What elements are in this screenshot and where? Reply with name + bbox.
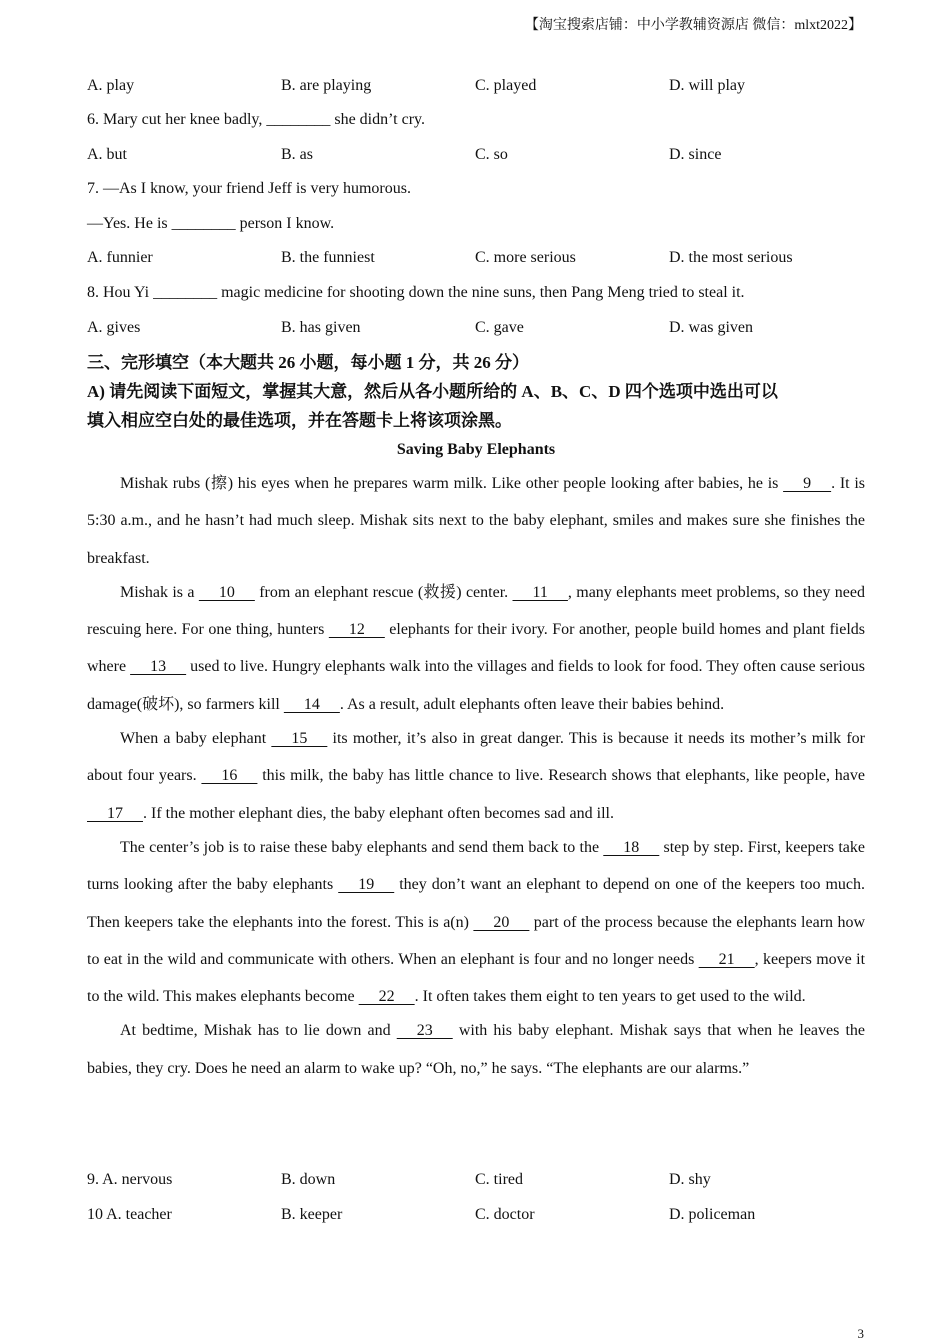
option-b[interactable]: B. down — [281, 1171, 336, 1188]
option-d[interactable]: D. since — [669, 146, 722, 163]
blank-21[interactable]: 21 — [698, 950, 755, 968]
option-d[interactable]: D. policeman — [669, 1206, 756, 1223]
blank-18[interactable]: 18 — [603, 838, 660, 856]
blank-12[interactable]: 12 — [328, 621, 385, 639]
blank-9[interactable]: 9 — [783, 475, 832, 492]
passage-title: Saving Baby Elephants — [396, 441, 556, 458]
option-d[interactable]: D. was given — [669, 319, 753, 336]
option-a[interactable]: A. funnier — [87, 249, 153, 266]
option-c[interactable]: C. tired — [475, 1171, 523, 1188]
q7-stem-2: —Yes. He is ________ person I know. — [87, 215, 335, 232]
option-a[interactable]: A. but — [87, 146, 127, 163]
q9-options — [87, 1168, 865, 1192]
q6-stem: 6. Mary cut her knee badly, ________ she didn’t cry. — [87, 111, 425, 128]
option-c[interactable]: C. so — [475, 146, 508, 163]
blank-11[interactable]: 11 — [512, 583, 568, 601]
q5-options — [87, 74, 865, 98]
blank-16[interactable]: 16 — [201, 767, 258, 785]
page-header: 【淘宝搜索店铺：中小学教辅资源店 微信：mlxt2022】 — [524, 18, 862, 33]
blank-17[interactable]: 17 — [87, 804, 143, 822]
section-instruction-2: 填入相应空白处的最佳选项，并在答题卡上将该项涂黑。 — [87, 411, 512, 430]
option-b[interactable]: B. the funniest — [281, 249, 375, 266]
q8-stem: 8. Hou Yi ________ magic medicine for shooting down the nine suns, then Pang Meng tried to steal it. — [87, 284, 745, 301]
blank-20[interactable]: 20 — [473, 913, 530, 931]
option-b[interactable]: B. has given — [281, 319, 361, 336]
blank-19[interactable]: 19 — [338, 876, 395, 894]
option-a[interactable]: A. gives — [87, 319, 141, 336]
blank-10[interactable]: 10 — [198, 583, 255, 601]
option-c[interactable]: C. played — [475, 77, 537, 94]
paragraph-2: Mishak is a 10 from an elephant rescue (救援) center. 11 , many elephants meet problems, so they need rescuing here. For one thing, hunters 12 elephants for their ivory. For another, people build homes and plant fields where 13 used to live. Hungry elephants walk into the villages and fields to look for food. They often cause serious damage(破坏), so farmers kill 14 . As a result, adult elephants often leave their babies behind. — [87, 574, 865, 723]
option-d[interactable]: D. will play — [669, 77, 745, 94]
blank-22[interactable]: 22 — [358, 988, 415, 1006]
option-c[interactable]: C. doctor — [475, 1206, 535, 1223]
paragraph-3: When a baby elephant 15 its mother, it’s also in great danger. This is because it needs its mother’s milk for about four years. 16 this milk, the baby has little chance to live. Research shows that elephants, like people, have 17 . If the mother elephant dies, the baby elephant often becomes sad and ill. — [87, 720, 865, 832]
option-d[interactable]: D. shy — [669, 1171, 711, 1188]
option-b[interactable]: B. as — [281, 146, 313, 163]
page-number: 3 — [857, 1326, 864, 1341]
option-c[interactable]: C. more serious — [475, 249, 576, 266]
option-c[interactable]: C. gave — [475, 319, 524, 336]
paragraph-1: Mishak rubs (擦) his eyes when he prepares warm milk. Like other people looking after babies, he is 9 . It is 5:30 a.m., and he hasn’t had much sleep. Mishak sits next to the baby elephant, smiles and makes sure she finishes the breakfast. — [87, 465, 865, 577]
paragraph-4: The center’s job is to raise these baby elephants and send them back to the 18 step by step. First, keepers take turns looking after the baby elephants 19 they don’t want an elephant to depend on one of the keepers too much. Then keepers take the elephants into the forest. This is a(n) 20 part of the process because the elephants learn how to eat in the wild and communicate with others. When an elephant is four and no longer needs 21 , keepers move it to the wild. This makes elephants become 22 . It often takes them eight to ten years to get used to the wild. — [87, 829, 865, 1015]
section-heading: 三、完形填空（本大题共 26 小题，每小题 1 分，共 26 分） — [87, 353, 529, 372]
blank-23[interactable]: 23 — [396, 1022, 453, 1040]
q10-options — [87, 1203, 865, 1227]
q7-stem-1: 7. —As I know, your friend Jeff is very humorous. — [87, 180, 411, 197]
option-a[interactable]: A. play — [87, 77, 135, 94]
option-d[interactable]: D. the most serious — [669, 249, 793, 266]
q7-options — [87, 246, 865, 270]
option-a[interactable]: 10 A. teacher — [87, 1206, 172, 1223]
option-b[interactable]: B. are playing — [281, 77, 372, 94]
blank-15[interactable]: 15 — [271, 730, 328, 748]
q6-options — [87, 143, 865, 167]
q8-options — [87, 316, 865, 340]
option-b[interactable]: B. keeper — [281, 1206, 343, 1223]
passage-body — [87, 465, 865, 1087]
paragraph-5: At bedtime, Mishak has to lie down and 23 with his baby elephant. Mishak says that when he leaves the babies, they cry. Does he need an alarm to wake up? “Oh, no,” he says. “The elephants are our alarms.” — [87, 1012, 865, 1087]
blank-14[interactable]: 14 — [283, 695, 340, 713]
option-a[interactable]: 9. A. nervous — [87, 1171, 173, 1188]
section-instruction-1: A) 请先阅读下面短文，掌握其大意，然后从各小题所给的 A、B、C、D 四个选项中选出可以 — [87, 382, 778, 401]
blank-13[interactable]: 13 — [130, 658, 187, 676]
